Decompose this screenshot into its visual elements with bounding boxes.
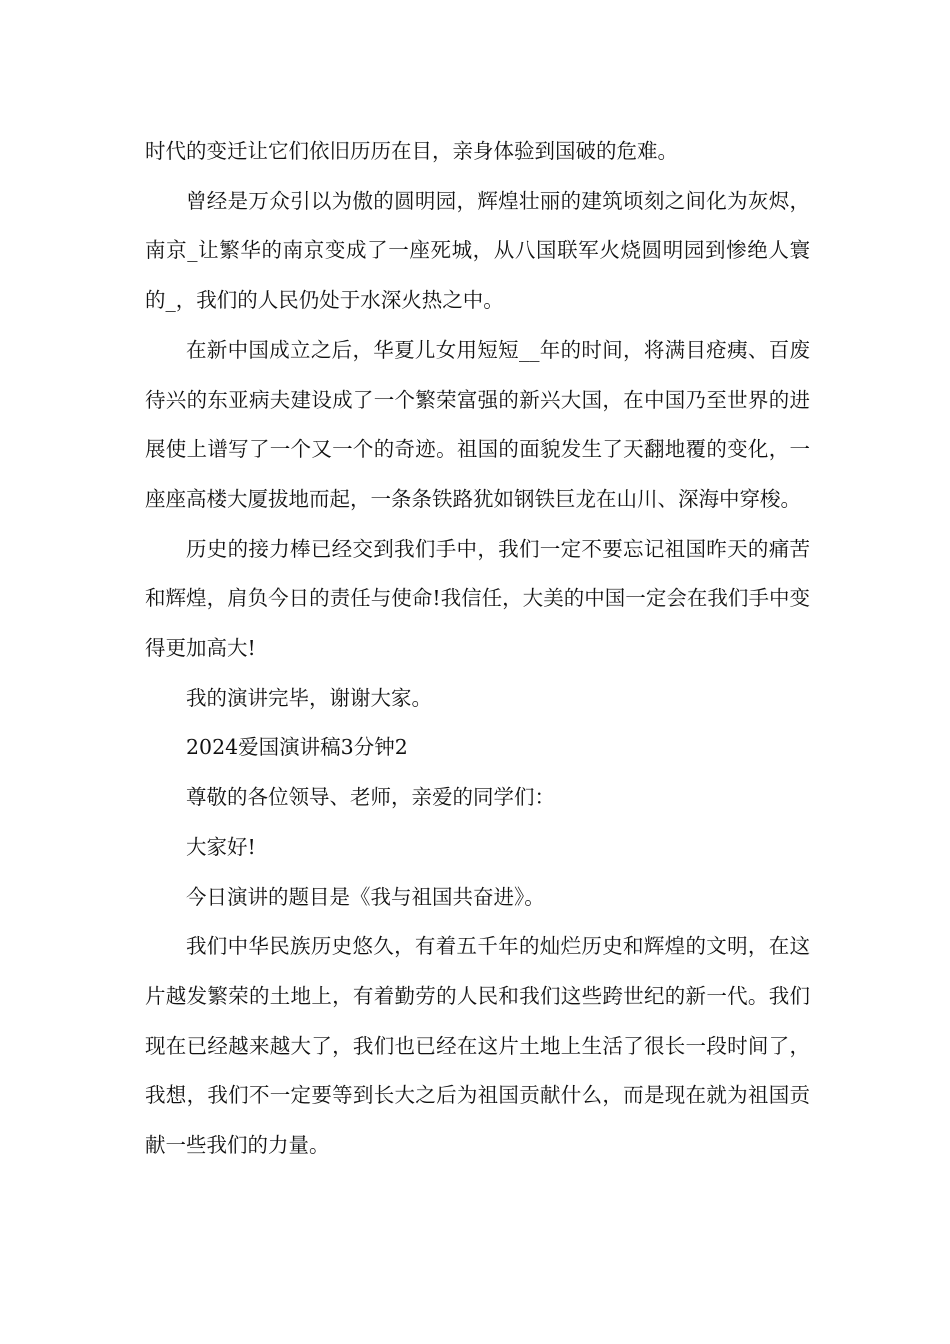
document-body xyxy=(145,127,810,1171)
salutation: 尊敬的各位领导、老师，亲爱的同学们： xyxy=(186,785,555,810)
section-title: 2024爱国演讲稿3分钟2 xyxy=(186,735,408,760)
paragraph: 在新中国成立之后，华夏儿女用短短__年的时间，将满目疮痍、百废待兴的东亚病夫建设成了一个繁荣富强的新兴大国，在中国乃至世界的进展使上谱写了一个又一个的奇迹。祖国的面貌发生了天翻地覆的变化，一座座高楼大厦拔地而起，一条条铁路犹如钢铁巨龙在山川、深海中穿梭。 xyxy=(145,337,810,511)
speech-topic: 今日演讲的题目是《我与祖国共奋进》。 xyxy=(186,884,545,909)
paragraph: 我们中华民族历史悠久，有着五千年的灿烂历史和辉煌的文明，在这片越发繁荣的土地上，有着勤劳的人民和我们这些跨世纪的新一代。我们现在已经越来越大了，我们也已经在这片土地上生活了很长一段时间了，我想，我们不一定要等到长大之后为祖国贡献什么，而是现在就为祖国贡献一些我们的力量。 xyxy=(145,934,810,1158)
greeting: 大家好! xyxy=(186,834,256,859)
closing-line: 我的演讲完毕，谢谢大家。 xyxy=(186,685,432,710)
paragraph: 历史的接力棒已经交到我们手中，我们一定不要忘记祖国昨天的痛苦和辉煌，肩负今日的责任与使命!我信任，大美的中国一定会在我们手中变得更加高大! xyxy=(145,536,810,661)
paragraph: 曾经是万众引以为傲的圆明园，辉煌壮丽的建筑顷刻之间化为灰烬，南京_让繁华的南京变成了一座死城，从八国联军火烧圆明园到惨绝人寰的_，我们的人民仍处于水深火热之中。 xyxy=(145,188,810,313)
paragraph-continuation: 时代的变迁让它们依旧历历在目，亲身体验到国破的危难。 xyxy=(145,139,678,163)
